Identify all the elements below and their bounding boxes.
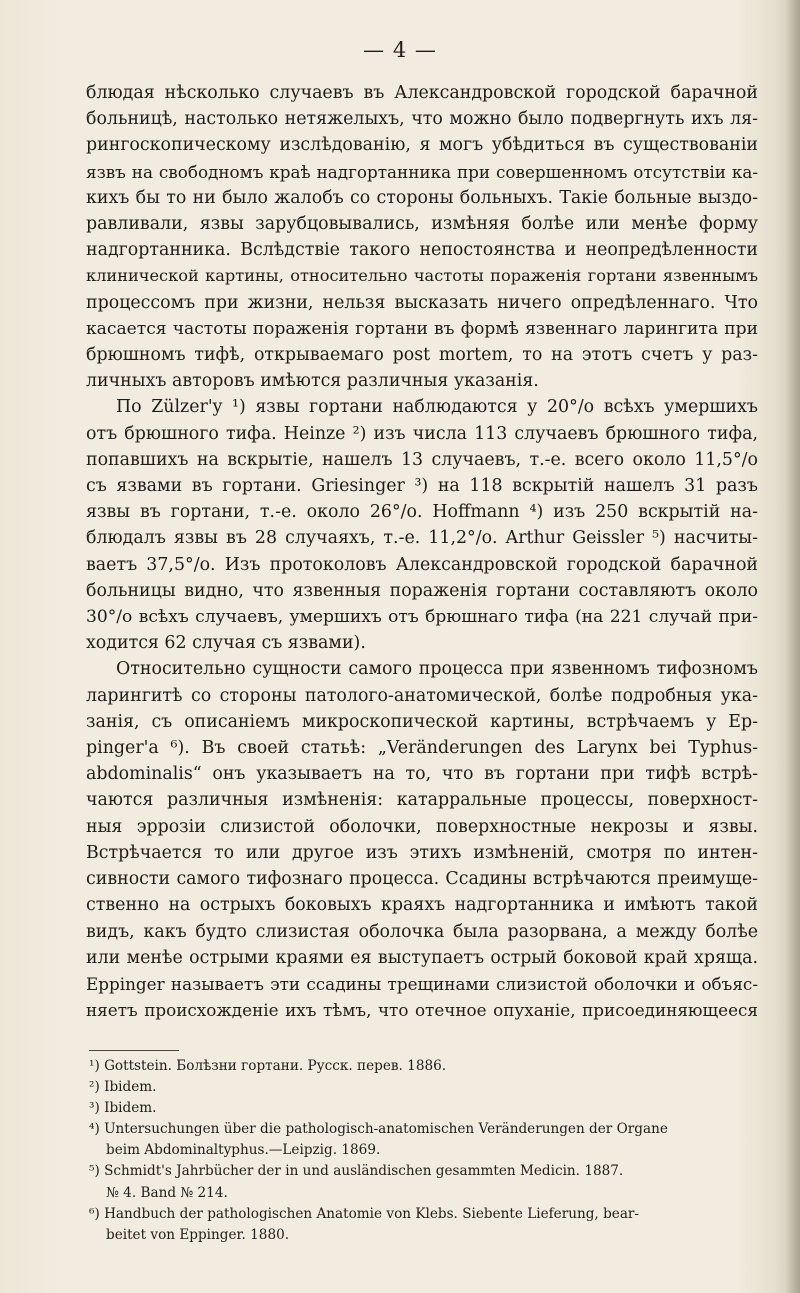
- text-line: няетъ происхожденіе ихъ тѣмъ, что отечное опуханіе, присоединяющееся: [86, 1000, 758, 1021]
- text-line: надгортанника. Вслѣдствіе такого непостоянства и неопредѣленности: [86, 240, 758, 261]
- text-line: рингоскопическому изслѣдованію, я могъ убѣдиться въ существованіи: [86, 135, 758, 156]
- text-line: больницѣ, настолько нетяжелыхъ, что можно было подвергнуть ихъ ля-: [86, 109, 758, 130]
- text-line: процессомъ при жизни, нельзя высказать ничего опредѣленнаго. Что: [86, 292, 758, 313]
- text-line: равливали, язвы зарубцовывались, измѣняя болѣе или менѣе форму: [86, 214, 758, 235]
- text-line: видъ, какъ будто слизистая оболочка была разорвана, а между болѣе: [86, 921, 758, 942]
- binding-shadow: [786, 0, 800, 1293]
- text-line: язвъ на свободномъ краѣ надгортанника при совершенномъ отсутствіи ка-: [86, 161, 758, 182]
- text-line: клинической картины, относительно частоты пораженія гортани язвеннымъ: [86, 266, 758, 286]
- text-line: ныя эррозіи слизистой оболочки, поверхностные некрозы и язвы.: [86, 816, 758, 837]
- page-number: — 4 —: [363, 38, 437, 62]
- text-line: язвы въ гортани, т.-е. около 26°/о. Hoffmann ⁴) изъ 250 вскрытій на-: [86, 502, 758, 523]
- body-text: [86, 80, 758, 1023]
- text-line: сивности самого тифознаго процесса. Ссадины встрѣчаются преимуще-: [86, 869, 758, 890]
- text-line: блюдая нѣсколько случаевъ въ Александровской городской барачной: [86, 83, 758, 103]
- text-line: кихъ бы то ни было жалобъ со стороны больныхъ. Такіе больные выздо-: [86, 187, 758, 208]
- text-line: съ язвами въ гортани. Griesinger ³) на 118 вскрытій нашелъ 31 разъ: [86, 476, 758, 497]
- text-line: занія, съ описаніемъ микроскопической картины, встрѣчаемъ у Ер-: [86, 711, 758, 732]
- footnotes: [89, 1056, 758, 1246]
- text-line: чаются различныя измѣненія: катарральные процессы, поверхност-: [86, 790, 758, 811]
- footnote-divider: [89, 1050, 179, 1051]
- footnote: ¹) Gottstein. Болѣзни гортани. Русск. перев. 1886.: [89, 1058, 447, 1074]
- text-line: попавшихъ на вскрытіе, нашелъ 13 случаевъ, т.-е. всего около 11,5°/о: [86, 449, 758, 470]
- text-line: отъ брюшного тифа. Heinze ²) изъ числа 113 случаевъ брюшного тифа,: [86, 423, 758, 444]
- text-line: больницы видно, что язвенныя пораженія гортани составляютъ около: [86, 580, 758, 601]
- footnote: ⁶) Handbuch der pathologischen Anatomie von Klebs. Siebente Lieferung, bear-: [89, 1205, 640, 1222]
- text-line: ходится 62 случая съ язвами).: [86, 633, 366, 654]
- text-line: По Zülzer'y ¹) язвы гортани наблюдаются у 20°/о всѣхъ умершихъ: [116, 397, 758, 418]
- text-line: abdominalis“ онъ указываетъ на то, что въ гортани при тифѣ встрѣ-: [86, 764, 758, 785]
- footnote-continuation: beim Abdominaltyphus.—Leipzig. 1869.: [106, 1142, 381, 1159]
- footnote-continuation: № 4. Band № 214.: [106, 1184, 228, 1201]
- text-line: касается частоты пораженія гортани въ формѣ язвеннаго ларингита при: [86, 318, 758, 339]
- footnote-continuation: beitet von Eppinger. 1880.: [106, 1226, 290, 1243]
- footnote: ³) Ibidem.: [89, 1100, 157, 1117]
- text-line: pinger'a ⁶). Въ своей статьѣ: „Veränderungen des Larynx bei Typhus-: [86, 738, 758, 759]
- text-line: Eppinger называетъ эти ссадины трещинами слизистой оболочки и объяс-: [86, 973, 758, 994]
- footnote: ⁴) Untersuchungen über die pathologisch-anatomischen Veränderungen der Organe: [89, 1121, 668, 1138]
- text-line: или менѣе острыми краями ея выступаетъ острый боковой край хряща.: [86, 947, 758, 968]
- text-line: брюшномъ тифѣ, открываемаго post mortem, то на этотъ счетъ у раз-: [86, 345, 758, 366]
- footnote: ²) Ibidem.: [89, 1079, 157, 1096]
- footnote: ⁵) Schmidt's Jahrbücher der in und ausländischen gesammten Medicin. 1887.: [89, 1163, 624, 1180]
- text-line: ларингитѣ со стороны патолого-анатомической, болѣе подробныя ука-: [86, 685, 758, 706]
- text-line: ственно на острыхъ боковыхъ краяхъ надгортанника и имѣютъ такой: [86, 895, 758, 916]
- text-line: личныхъ авторовъ имѣются различныя указанія.: [86, 371, 539, 392]
- text-line: Встрѣчается то или другое изъ этихъ измѣненій, смотря по интен-: [86, 842, 758, 863]
- text-line: Относительно сущности самого процесса при язвенномъ тифозномъ: [116, 659, 758, 680]
- text-line: 30°/о всѣхъ случаевъ, умершихъ отъ брюшнаго тифа (на 221 случай при-: [86, 607, 758, 628]
- text-line: блюдалъ язвы въ 28 случаяхъ, т.-е. 11,2°/о. Arthur Geissler ⁵) насчиты-: [86, 528, 758, 549]
- text-line: ваетъ 37,5°/о. Изъ протоколовъ Александровской городской барачной: [86, 554, 758, 575]
